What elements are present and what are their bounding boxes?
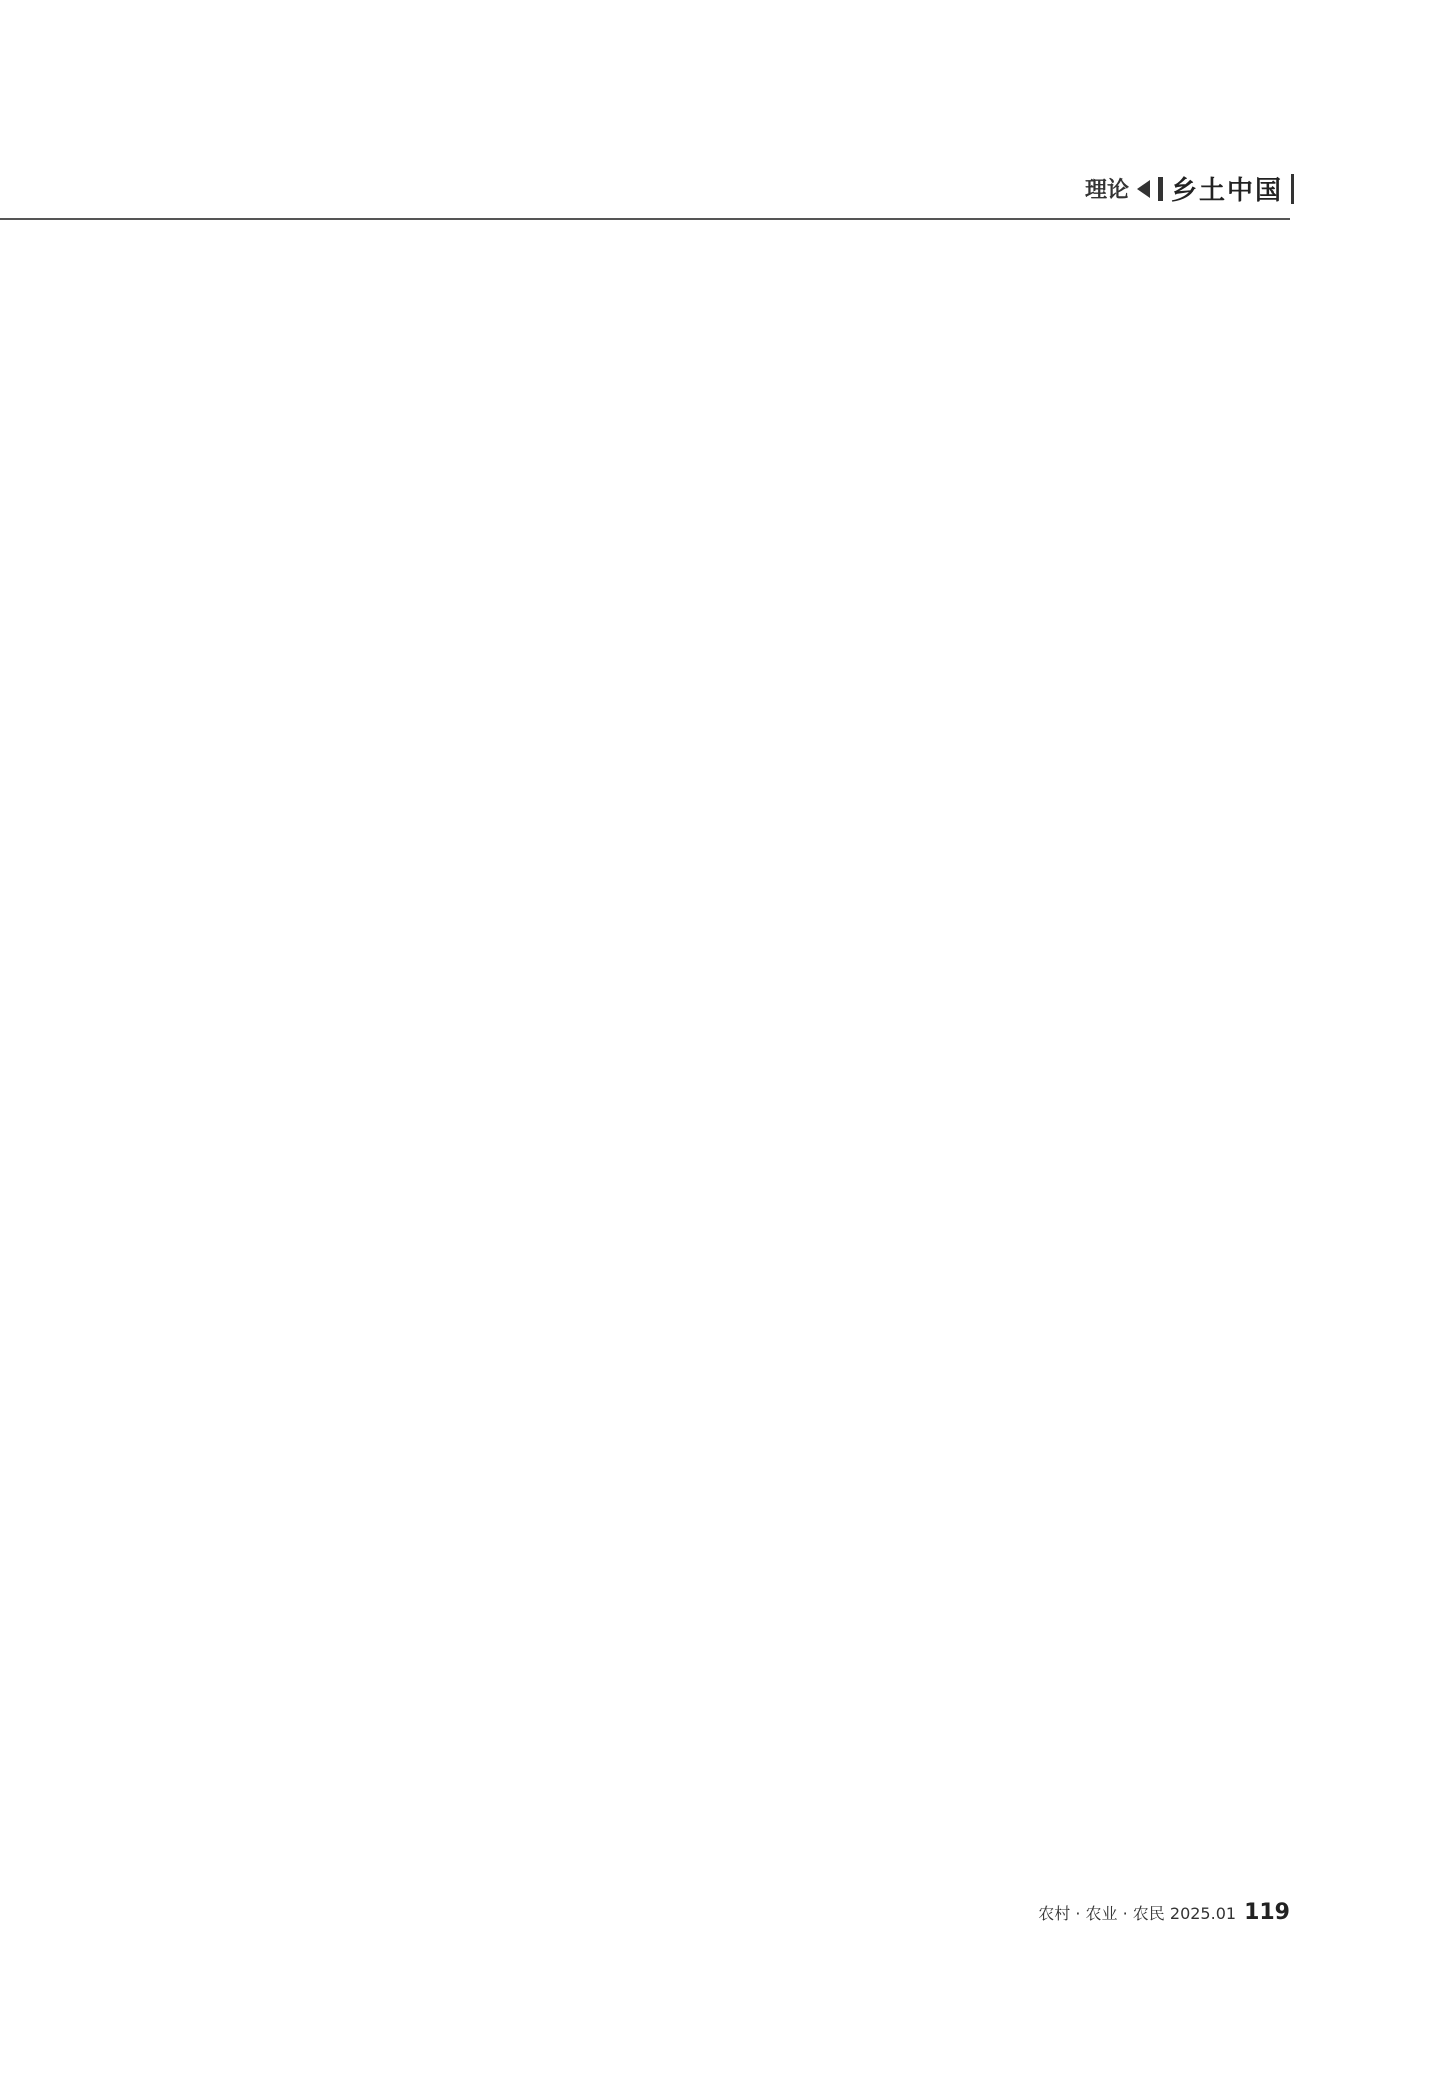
running-header xyxy=(1085,170,1294,207)
page-number: 119 xyxy=(1244,1900,1290,1925)
page-footer xyxy=(1038,1900,1290,1925)
triangle-left-icon xyxy=(1137,180,1150,198)
column-name: 乡土中国 xyxy=(1170,176,1283,206)
article-columns xyxy=(195,272,1290,1872)
journal-issue: 农村 · 农业 · 农民 2025.01 xyxy=(1038,1904,1237,1923)
header-end-bar xyxy=(1291,174,1294,204)
section-label: 理论 xyxy=(1084,178,1129,203)
header-divider xyxy=(1158,177,1163,201)
header-rule xyxy=(0,218,1290,220)
